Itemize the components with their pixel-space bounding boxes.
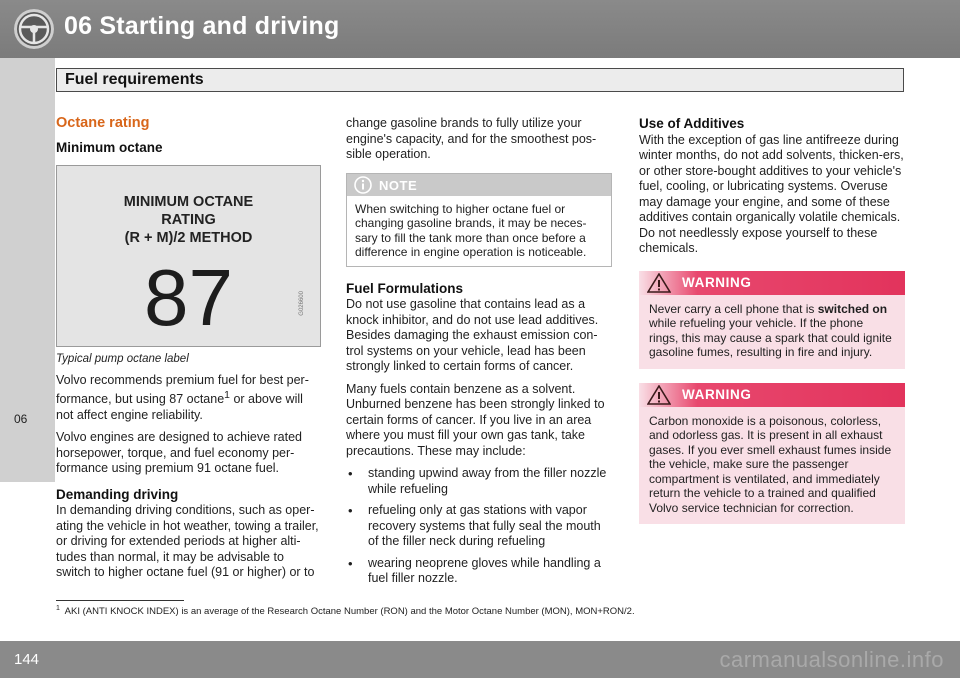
page-number: 144 <box>14 651 40 668</box>
warning-text <box>639 295 905 369</box>
warning-triangle-icon <box>647 385 671 405</box>
para-text-a: Volvo recommends premium fuel for best per-formance, but using 87 octane <box>56 372 309 407</box>
warning-title: WARNING <box>682 386 752 402</box>
warning-text-a: Never carry a cell phone that is <box>649 301 818 316</box>
label-title-line-3: (R + M)/2 METHOD <box>124 230 253 246</box>
octane-label-image <box>56 165 321 347</box>
warning-text-bold: switched on <box>817 301 888 316</box>
paragraph-octane-recommendation <box>56 373 322 424</box>
note-text: When switching to higher octane fuel or changing gasoline brands, it may be neces-sary to fill the tank more than once before a difference in engine operation is noticeable. <box>355 201 587 259</box>
steering-wheel-icon <box>14 9 54 49</box>
footnote <box>56 605 635 617</box>
footnote-marker: 1 <box>56 605 60 612</box>
warning-box-cell-phone <box>639 271 905 369</box>
paragraph-demanding-driving: In demanding driving conditions, such as oper-ating the vehicle in hot weather, towing a trailer, or driving for extended periods at higher alti-tudes than normal, it may be advisable to switch to higher octane fuel (91 or higher) or to <box>56 503 319 580</box>
use-of-additives-heading: Use of Additives <box>639 116 745 131</box>
paragraph-benzene: Many fuels contain benzene as a solvent. Unburned benzene has been strongly linked to certain forms of cancer. If you live in an area where you must fill your own gas tank, take precautions. These may include: <box>346 381 605 458</box>
precautions-list <box>346 466 612 587</box>
minimum-octane-heading: Minimum octane <box>56 139 163 155</box>
column-2 <box>346 116 612 593</box>
image-code: G026600 <box>298 291 305 316</box>
warning-title: WARNING <box>682 274 752 290</box>
list-item: • refueling only at gas stations with vapor recovery systems that fully seal the mouth of the filler neck during refueling <box>346 503 612 550</box>
fuel-formulations-heading: Fuel Formulations <box>346 280 464 296</box>
para-text-b: or above will not affect engine reliability. <box>56 392 303 422</box>
footnote-divider <box>56 600 184 601</box>
footnote-ref: 1 <box>224 390 230 401</box>
warning-triangle-icon <box>647 273 671 293</box>
octane-rating-heading: Octane rating <box>56 115 150 131</box>
paragraph-engine-rating: Volvo engines are designed to achieve rated horsepower, torque, and fuel economy per-formance using premium 91 octane fuel. <box>56 430 303 476</box>
section-bar <box>56 68 904 92</box>
side-tab-label: 06 <box>14 412 28 426</box>
warning-header <box>639 271 905 295</box>
paragraph-additives: With the exception of gas line antifreeze during winter months, do not add solvents, thicken-ers, or other store-bought additives to your vehicle's fuel, cooling, or lubricating systems. Overuse may damage your engine, and some of these additives contain organically volatile chemicals. Do not needlessly expose yourself to these chemicals. <box>639 132 904 255</box>
note-header <box>347 174 611 196</box>
warning-text-b: while refueling your vehicle. If the phone rings, this may cause a spark that could ignite gasoline fumes, resulting in fire and injury. <box>649 316 892 359</box>
watermark: carmanualsonline.info <box>719 647 944 672</box>
list-item: • wearing neoprene gloves while handling a fuel filler nozzle. <box>346 556 612 587</box>
chapter-title: 06 Starting and driving <box>64 12 340 40</box>
chapter-side-tab <box>0 58 55 482</box>
chapter-header <box>0 0 960 58</box>
warning-header <box>639 383 905 407</box>
demanding-driving-heading: Demanding driving <box>56 486 179 502</box>
column-1 <box>56 116 322 588</box>
paragraph-lead: Do not use gasoline that contains lead as a knock inhibitor, and do not use lead additives. Besides damaging the exhaust emission con-trol systems on your vehicle, lead has been strongly linked to certain forms of cancer. <box>346 297 599 373</box>
label-title <box>57 193 320 247</box>
page-footer <box>0 641 960 678</box>
note-box <box>346 173 612 267</box>
list-item: • standing upwind away from the filler nozzle while refueling <box>346 466 612 497</box>
paragraph-continuation: change gasoline brands to fully utilize your engine's capacity, and for the smoothest pos-sible operation. <box>346 116 597 161</box>
label-title-line-1: MINIMUM OCTANE <box>123 194 254 210</box>
warning-box-carbon-monoxide <box>639 383 905 525</box>
info-icon <box>353 176 373 194</box>
footnote-text: AKI (ANTI KNOCK INDEX) is an average of the Research Octane Number (RON) and the Motor Octane Number (MON), MON+RON/2. <box>64 606 635 618</box>
note-title: NOTE <box>379 177 418 193</box>
column-3 <box>639 116 905 524</box>
section-title: Fuel requirements <box>65 71 204 88</box>
warning-text: Carbon monoxide is a poisonous, colorless, and odorless gas. It is present in all exhaust gases. If you ever smell exhaust fumes inside the vehicle, make sure the passenger compartment is ventilated, and immediately return the vehicle to a trained and qualified Volvo service technician for correction. <box>649 413 892 515</box>
label-title-line-2: RATING <box>161 212 216 228</box>
image-caption: Typical pump octane label <box>56 353 189 365</box>
label-octane-number: 87 <box>144 253 233 342</box>
